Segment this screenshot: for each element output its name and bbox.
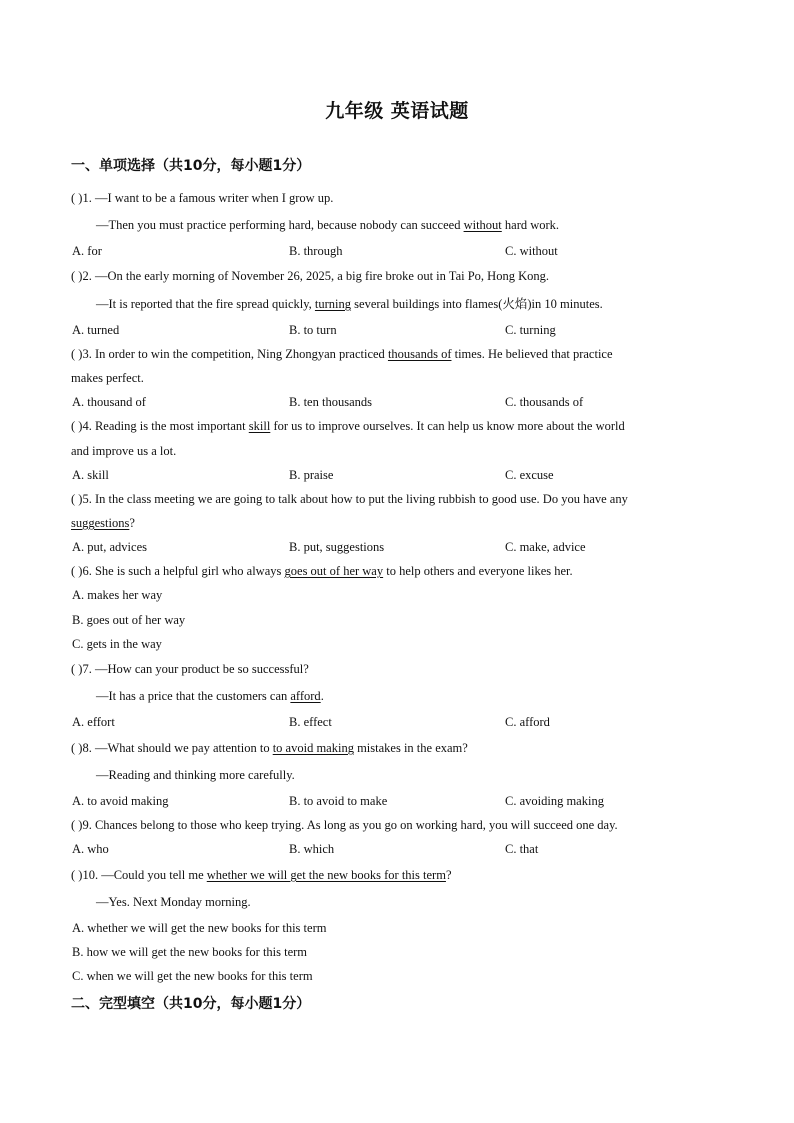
- q4-option-c: C. excuse: [505, 468, 554, 482]
- q10-option-c: C. when we will get the new books for this term: [72, 969, 313, 983]
- q7-option-b: B. effect: [289, 715, 332, 729]
- q2-option-b: B. to turn: [289, 323, 337, 337]
- q1-option-b: B. through: [289, 244, 343, 258]
- q3-option-a: A. thousand of: [72, 395, 146, 409]
- q5-option-c: C. make, advice: [505, 540, 586, 554]
- section-heading-cloze: 二、完型填空（共10分，每小题1分）: [71, 996, 311, 1012]
- question-8-reply: —Reading and thinking more carefully.: [96, 768, 295, 782]
- q7-option-a: A. effort: [72, 715, 115, 729]
- q8-option-a: A. to avoid making: [72, 794, 169, 808]
- q7-option-c: C. afford: [505, 715, 550, 729]
- q9-option-c: C. that: [505, 842, 539, 856]
- q3-option-c: C. thousands of: [505, 395, 584, 409]
- section-heading-single-choice: 一、单项选择（共10分，每小题1分）: [71, 158, 311, 174]
- q8-option-b: B. to avoid to make: [289, 794, 388, 808]
- question-2-reply: —It is reported that the fire spread quickly, turning several buildings into flames(火焰)in 10 minutes.: [96, 297, 603, 311]
- q4-option-a: A. skill: [72, 468, 109, 482]
- q6-option-c: C. gets in the way: [72, 637, 162, 651]
- question-9: ( )9. Chances belong to those who keep trying. As long as you go on working hard, you will succeed one day.: [71, 818, 618, 832]
- question-3-cont: makes perfect.: [71, 371, 144, 385]
- question-3: ( )3. In order to win the competition, Ning Zhongyan practiced thousands of times. He believed that practice: [71, 347, 613, 361]
- q2-option-a: A. turned: [72, 323, 120, 337]
- q1-option-c: C. without: [505, 244, 558, 258]
- question-1: ( )1. —I want to be a famous writer when I grow up.: [71, 191, 334, 205]
- question-8: ( )8. —What should we pay attention to to avoid making mistakes in the exam?: [71, 741, 468, 755]
- q9-option-a: A. who: [72, 842, 109, 856]
- q1-option-a: A. for: [72, 244, 102, 258]
- q4-option-b: B. praise: [289, 468, 334, 482]
- question-7: ( )7. —How can your product be so successful?: [71, 662, 309, 676]
- q10-option-a: A. whether we will get the new books for this term: [72, 921, 327, 935]
- question-7-reply: —It has a price that the customers can afford.: [96, 689, 324, 703]
- q3-option-b: B. ten thousands: [289, 395, 372, 409]
- question-4: ( )4. Reading is the most important skill for us to improve ourselves. It can help us know more about the world: [71, 419, 625, 433]
- q8-option-c: C. avoiding making: [505, 794, 604, 808]
- q6-option-b: B. goes out of her way: [72, 613, 186, 627]
- question-5-cont: suggestions?: [71, 516, 135, 530]
- question-5: ( )5. In the class meeting we are going to talk about how to put the living rubbish to good use. Do you have any: [71, 492, 628, 506]
- q9-option-b: B. which: [289, 842, 335, 856]
- page-title: 九年级 英语试题: [325, 100, 469, 122]
- question-6: ( )6. She is such a helpful girl who always goes out of her way to help others and everyone likes her.: [71, 564, 573, 578]
- question-1-reply: —Then you must practice performing hard, because nobody can succeed without hard work.: [96, 218, 560, 232]
- q10-option-b: B. how we will get the new books for this term: [72, 945, 308, 959]
- q6-option-a: A. makes her way: [72, 588, 163, 602]
- question-4-cont: and improve us a lot.: [71, 444, 177, 458]
- q2-option-c: C. turning: [505, 323, 556, 337]
- q5-option-a: A. put, advices: [72, 540, 147, 554]
- question-2: ( )2. —On the early morning of November 26, 2025, a big fire broke out in Tai Po, Hong Kong.: [71, 269, 549, 283]
- question-10-reply: —Yes. Next Monday morning.: [96, 895, 251, 909]
- q5-option-b: B. put, suggestions: [289, 540, 385, 554]
- question-10: ( )10. —Could you tell me whether we will get the new books for this term?: [71, 868, 452, 882]
